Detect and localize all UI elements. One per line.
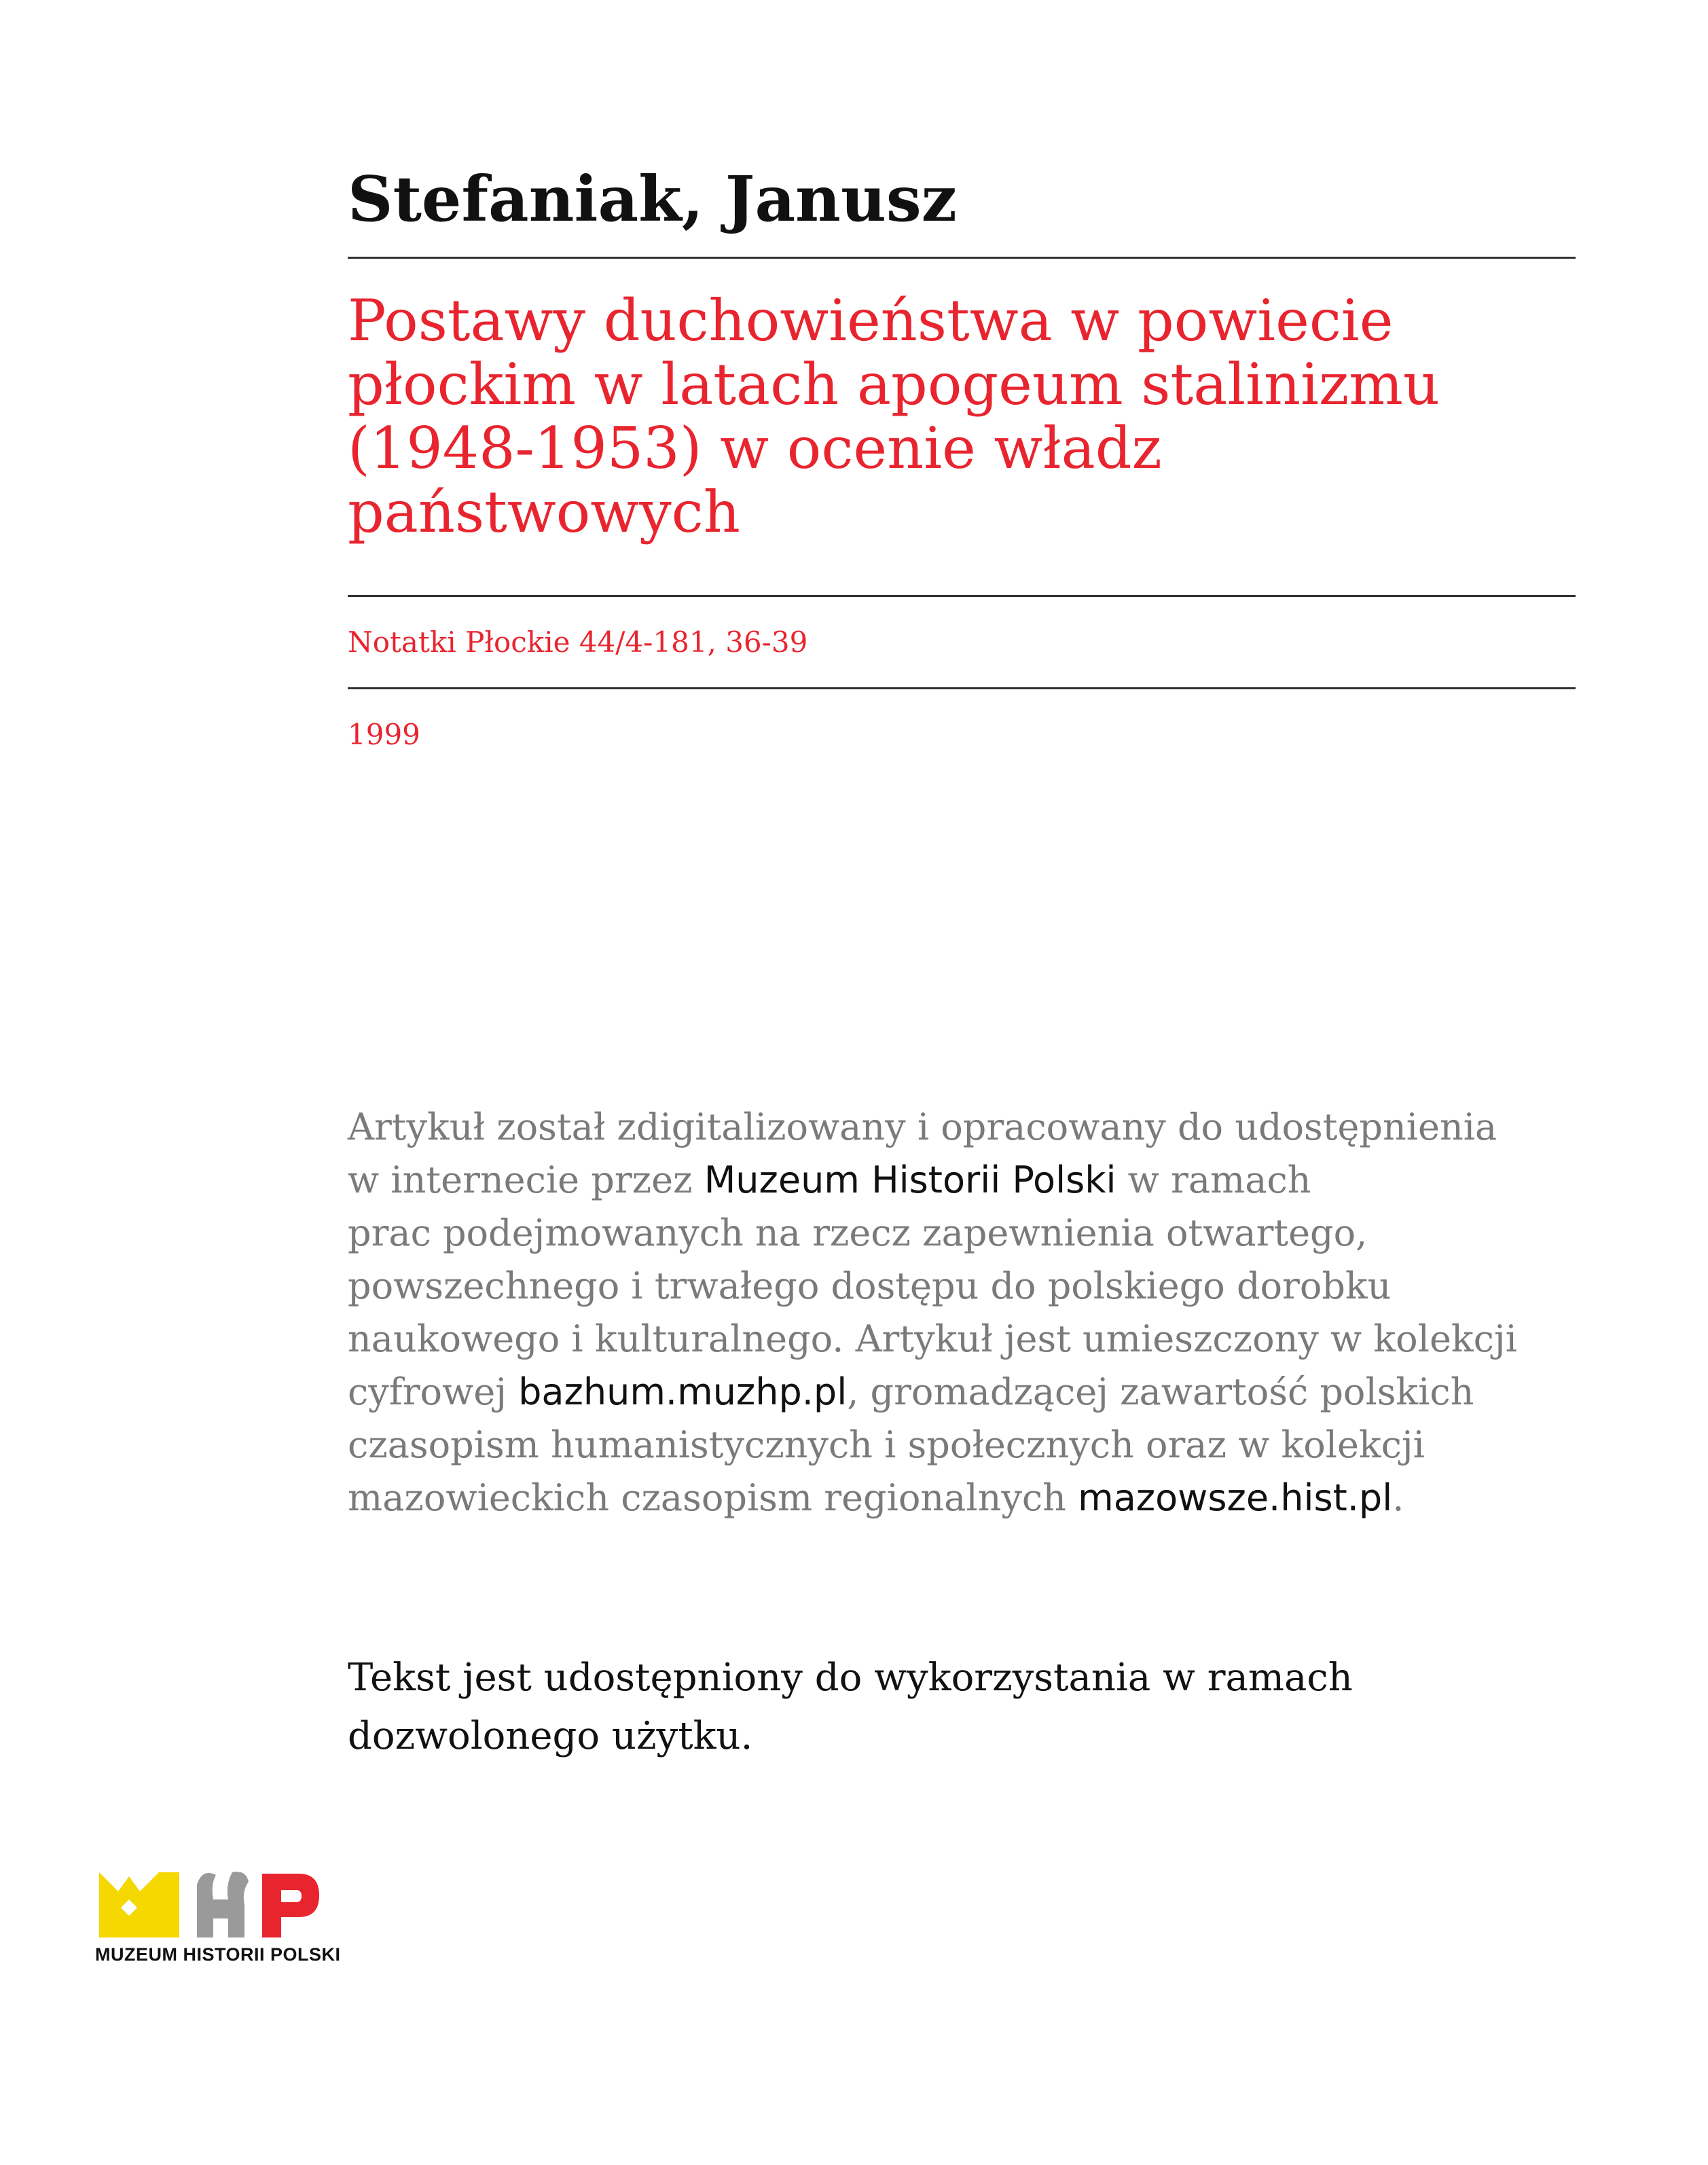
source-citation: Notatki Płockie 44/4-181, 36-39 [348, 625, 808, 659]
mhp-logo-icon [95, 1864, 353, 1942]
note-line [348, 1366, 1557, 1419]
license-note [348, 1649, 1557, 1766]
logo-caption: MUZEUM HISTORII POLSKI [95, 1944, 341, 1965]
note-text: czasopism humanistycznych i społecznych oraz w kolekcji [348, 1423, 1425, 1466]
logo-h-shape [197, 1872, 249, 1937]
divider-top [348, 257, 1576, 259]
digitization-note [348, 1101, 1557, 1525]
note-highlight[interactable]: mazowsze.hist.pl [1078, 1476, 1393, 1519]
note-line [348, 1260, 1557, 1313]
title-line: płockim w latach apogeum stalinizmu [348, 351, 1440, 418]
note-line [348, 1207, 1557, 1260]
license-line: dozwolonego użytku. [348, 1714, 753, 1758]
divider-bottom [348, 687, 1576, 689]
note-line [348, 1154, 1557, 1207]
article-title [348, 289, 1576, 544]
title-line: (1948-1953) w ocenie władz [348, 415, 1162, 481]
logo-m-shape [99, 1872, 179, 1937]
note-text: prac podejmowanych na rzecz zapewnienia otwartego, [348, 1212, 1368, 1254]
note-text: Artykuł został zdigitalizowany i opracowany do udostępnienia [348, 1106, 1497, 1148]
muzeum-historii-polski-logo [95, 1864, 353, 1966]
note-line [348, 1472, 1557, 1525]
author-name: Stefaniak, Janusz [348, 162, 957, 236]
license-line: Tekst jest udostępniony do wykorzystania w ramach [348, 1656, 1353, 1700]
note-text: w internecie przez [348, 1159, 704, 1201]
note-line [348, 1101, 1557, 1154]
title-line: państwowych [348, 479, 740, 545]
note-line [348, 1419, 1557, 1472]
publication-year: 1999 [348, 718, 420, 751]
note-text: powszechnego i trwałego dostępu do polskiego dorobku [348, 1265, 1392, 1307]
note-line [348, 1313, 1557, 1366]
note-text: cyfrowej [348, 1370, 519, 1413]
note-text: w ramach [1116, 1159, 1311, 1201]
note-text: mazowieckich czasopism regionalnych [348, 1476, 1078, 1519]
divider-middle [348, 595, 1576, 597]
note-text: . [1392, 1476, 1404, 1519]
logo-p-shape [262, 1874, 319, 1937]
note-text: naukowego i kulturalnego. Artykuł jest umieszczony w kolekcji [348, 1317, 1517, 1360]
note-highlight[interactable]: bazhum.muzhp.pl [518, 1370, 848, 1413]
note-text: , gromadzącej zawartość polskich [847, 1370, 1474, 1413]
note-highlight[interactable]: Muzeum Historii Polski [704, 1159, 1116, 1201]
title-line: Postawy duchowieństwa w powiecie [348, 287, 1394, 354]
